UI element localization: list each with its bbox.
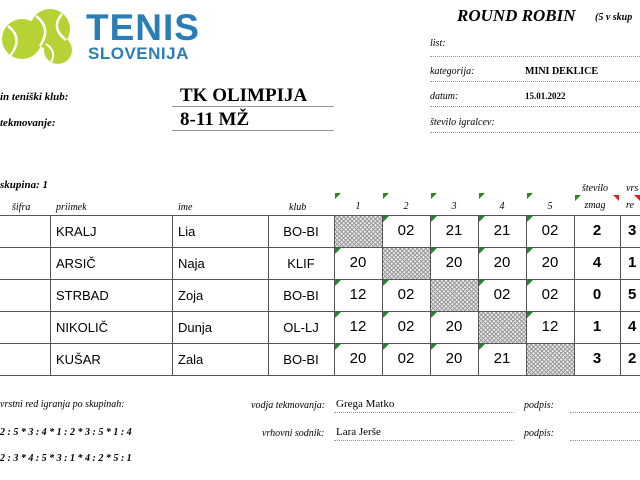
- row-rank: 3: [628, 222, 637, 239]
- row-rank: 5: [628, 286, 637, 303]
- col-rule: [50, 343, 51, 375]
- score-marker-icon: [527, 248, 533, 254]
- score-cell: 20: [349, 254, 367, 271]
- club-underline: [172, 106, 334, 107]
- score-marker-icon: [383, 344, 389, 350]
- col-rule: [620, 311, 621, 343]
- row-club: KLIF: [287, 256, 315, 271]
- header-col-1: 1: [355, 201, 361, 212]
- header-rank-line2: re: [626, 200, 634, 211]
- row-surname: KUŠAR: [56, 352, 101, 367]
- row-club: BO-BI: [283, 224, 319, 239]
- score-cell: 20: [349, 350, 367, 367]
- players-count-label: število igralcev:: [430, 117, 495, 128]
- diagonal-empty-cell: [479, 312, 526, 343]
- date-value: 15.01.2022: [525, 91, 566, 101]
- group-label: skupina: 1: [0, 179, 48, 191]
- tennis-balls-logo-icon: [0, 6, 80, 66]
- category-label: kategorija:: [430, 66, 475, 77]
- score-marker-icon: [383, 280, 389, 286]
- row-wins: 2: [592, 222, 602, 239]
- row-name: Lia: [178, 224, 196, 239]
- row-club: OL-LJ: [283, 320, 319, 335]
- col-rule: [50, 279, 51, 311]
- club-value: TK OLIMPIJA: [180, 85, 308, 106]
- order-label: vrstni red igranja po skupinah:: [0, 399, 125, 410]
- diagonal-empty-cell: [527, 344, 574, 375]
- row-rank: 1: [628, 254, 637, 271]
- header-col-marker-icon: [383, 193, 389, 199]
- score-marker-icon: [479, 216, 485, 222]
- score-cell: 20: [445, 254, 463, 271]
- row-surname: KRALJ: [56, 224, 97, 239]
- col-rule: [172, 311, 173, 343]
- col-rule: [620, 247, 621, 279]
- header-rank-red-marker-icon: [634, 195, 640, 201]
- score-marker-icon: [479, 344, 485, 350]
- score-marker-icon: [431, 312, 437, 318]
- brand-name: TENIS: [86, 7, 200, 48]
- row-club: BO-BI: [283, 352, 319, 367]
- club-label: in teniški klub:: [0, 91, 69, 103]
- row-wins: 4: [592, 254, 602, 271]
- row-rank: 4: [628, 318, 637, 335]
- score-marker-icon: [335, 280, 341, 286]
- row-rank: 2: [628, 350, 637, 367]
- header-col-5: 5: [547, 201, 553, 212]
- score-marker-icon: [527, 216, 533, 222]
- score-cell: 12: [541, 318, 559, 335]
- col-rule: [50, 215, 51, 247]
- row-rule: [0, 375, 640, 376]
- leader-label: vodja tekmovanja:: [251, 400, 326, 411]
- score-cell: 20: [445, 350, 463, 367]
- score-cell: 21: [493, 222, 511, 239]
- col-rule: [172, 343, 173, 375]
- row-wins: 3: [592, 350, 602, 367]
- date-label: datum:: [430, 91, 459, 102]
- referee-signature-label: podpis:: [524, 428, 554, 439]
- col-rule: [172, 279, 173, 311]
- score-cell: 20: [541, 254, 559, 271]
- row-club: BO-BI: [283, 288, 319, 303]
- row-surname: ARSIČ: [56, 256, 96, 271]
- row-name: Dunja: [178, 320, 212, 335]
- diagonal-empty-cell: [431, 280, 478, 311]
- header-col-marker-icon: [479, 193, 485, 199]
- header-col-marker-icon: [431, 193, 437, 199]
- category-value: MINI DEKLICE: [525, 66, 599, 77]
- score-cell: 12: [349, 286, 367, 303]
- date-underline: [430, 106, 640, 107]
- header-name: ime: [178, 202, 193, 213]
- col-rule: [620, 215, 621, 247]
- header-wins-line1: število: [581, 183, 609, 194]
- row-surname: STRBAD: [56, 288, 109, 303]
- row-name: Naja: [178, 256, 205, 271]
- score-marker-icon: [527, 280, 533, 286]
- score-marker-icon: [335, 312, 341, 318]
- score-marker-icon: [431, 216, 437, 222]
- score-marker-icon: [527, 312, 533, 318]
- score-cell: 02: [541, 222, 559, 239]
- row-wins: 0: [592, 286, 602, 303]
- score-marker-icon: [479, 248, 485, 254]
- leader-signature-label: podpis:: [524, 400, 554, 411]
- col-rule: [172, 247, 173, 279]
- leader-signature-line: [570, 412, 640, 413]
- score-cell: 21: [445, 222, 463, 239]
- referee-underline: [334, 440, 514, 441]
- leader-underline: [334, 412, 514, 413]
- players-count-underline: [430, 132, 640, 133]
- referee-label: vrhovni sodnik:: [262, 428, 325, 439]
- score-cell: 02: [397, 350, 415, 367]
- order-sequence-1: 2 : 5 * 3 : 4 * 1 : 2 * 3 : 5 * 1 : 4: [0, 427, 132, 438]
- score-marker-icon: [335, 248, 341, 254]
- score-marker-icon: [383, 216, 389, 222]
- referee-signature-line: [570, 440, 640, 441]
- score-marker-icon: [431, 248, 437, 254]
- col-rule: [50, 311, 51, 343]
- score-cell: 20: [445, 318, 463, 335]
- header-col-4: 4: [499, 201, 505, 212]
- header-col-2: 2: [403, 201, 409, 212]
- header-col-marker-icon: [527, 193, 533, 199]
- header-col-3: 3: [451, 201, 457, 212]
- header-wins-line2: zmag: [584, 200, 606, 211]
- diagonal-empty-cell: [383, 248, 430, 279]
- row-wins: 1: [592, 318, 602, 335]
- list-label: list:: [430, 38, 446, 49]
- score-marker-icon: [479, 280, 485, 286]
- score-cell: 02: [397, 222, 415, 239]
- score-cell: 20: [493, 254, 511, 271]
- diagonal-empty-cell: [335, 216, 382, 247]
- list-underline: [430, 56, 640, 57]
- col-rule: [620, 343, 621, 375]
- row-name: Zoja: [178, 288, 204, 303]
- header-code: šifra: [12, 202, 31, 213]
- score-cell: 21: [493, 350, 511, 367]
- header-rank-line1: vrs: [626, 183, 639, 194]
- header-wins-red-marker-icon: [613, 195, 619, 201]
- document-title-note: (5 v skup: [595, 12, 633, 23]
- category-underline: [430, 81, 640, 82]
- order-sequence-2: 2 : 3 * 4 : 5 * 3 : 1 * 4 : 2 * 5 : 1: [0, 453, 132, 464]
- header-club: klub: [289, 202, 307, 213]
- score-marker-icon: [383, 312, 389, 318]
- header-surname: priimek: [56, 202, 87, 213]
- col-rule: [50, 247, 51, 279]
- row-name: Zala: [178, 352, 204, 367]
- referee-value: Lara Jerše: [336, 426, 381, 438]
- event-label: tekmovanje:: [0, 117, 56, 129]
- event-value: 8-11 MŽ: [180, 109, 250, 130]
- event-underline: [172, 130, 334, 131]
- brand-subname: SLOVENIJA: [88, 44, 189, 63]
- score-cell: 02: [541, 286, 559, 303]
- leader-value: Grega Matko: [336, 398, 395, 410]
- score-marker-icon: [431, 344, 437, 350]
- score-cell: 02: [397, 318, 415, 335]
- score-cell: 02: [397, 286, 415, 303]
- col-rule: [620, 279, 621, 311]
- score-cell: 02: [493, 286, 511, 303]
- row-surname: NIKOLIČ: [56, 320, 109, 335]
- score-marker-icon: [335, 344, 341, 350]
- col-rule: [172, 215, 173, 247]
- header-col-marker-icon: [335, 193, 341, 199]
- document-title: ROUND ROBIN: [457, 6, 576, 25]
- score-cell: 12: [349, 318, 367, 335]
- header-wins-marker-icon: [575, 195, 581, 201]
